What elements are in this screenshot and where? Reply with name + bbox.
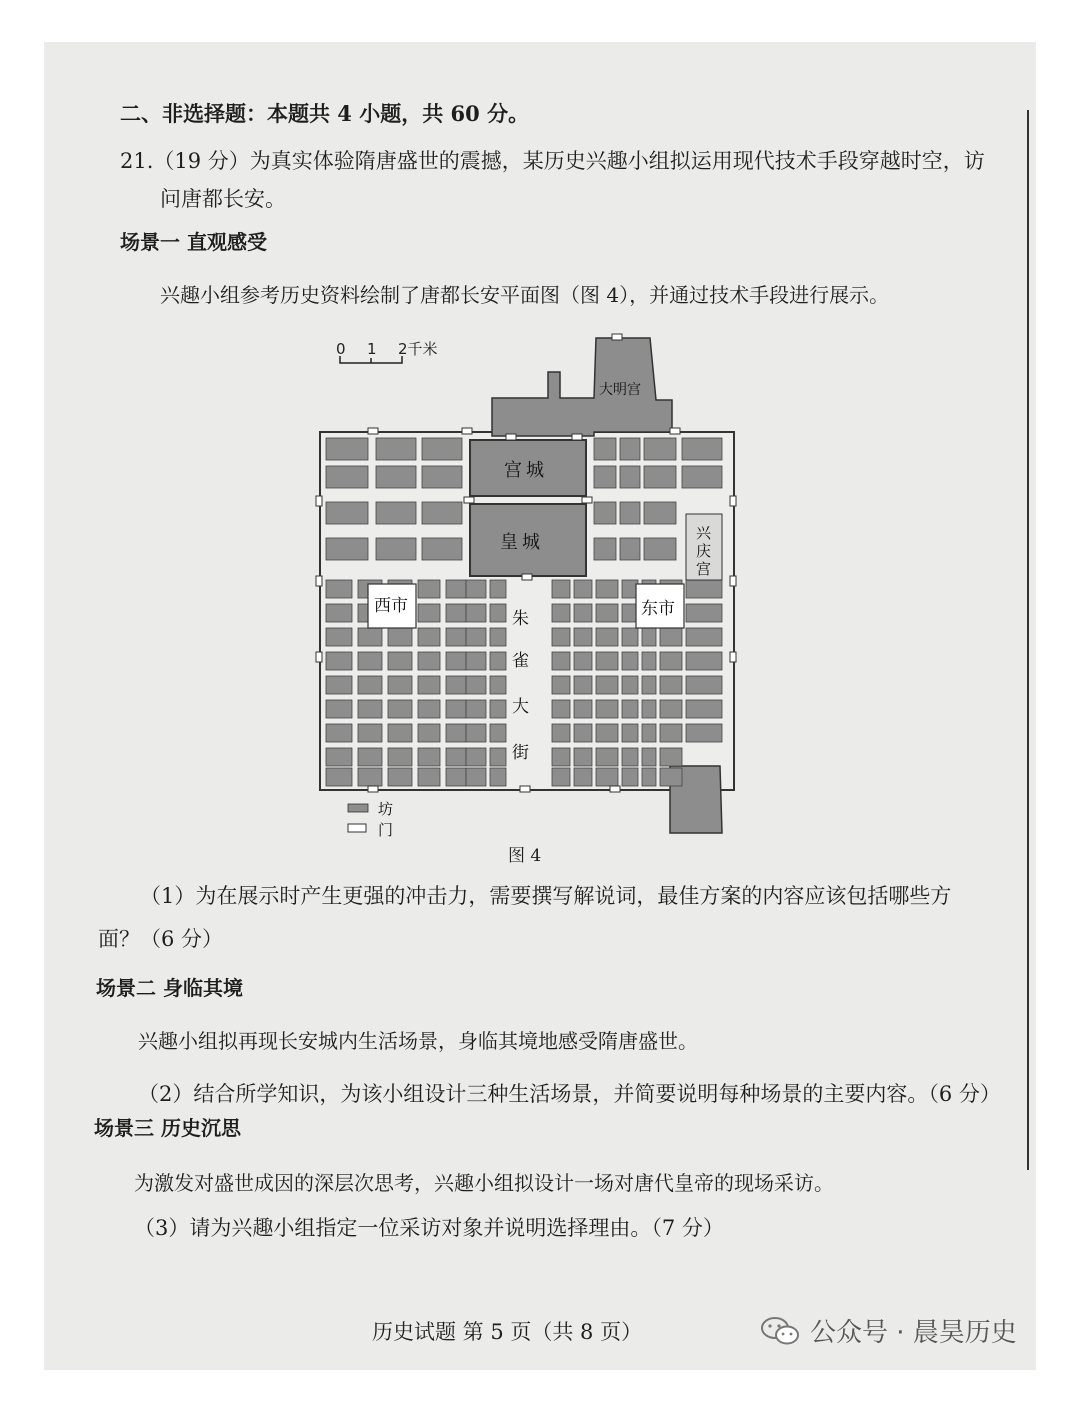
ward-block bbox=[574, 628, 592, 646]
ward-block bbox=[620, 466, 640, 488]
ward-block bbox=[490, 724, 506, 742]
gate bbox=[612, 334, 622, 340]
ward-block bbox=[326, 700, 352, 718]
ward-block bbox=[660, 748, 682, 766]
gate bbox=[316, 652, 322, 662]
ward-block bbox=[490, 700, 506, 718]
changan-map bbox=[310, 328, 750, 843]
ward-block bbox=[552, 580, 570, 598]
ward-block bbox=[446, 700, 466, 718]
gate bbox=[462, 428, 472, 434]
ward-block bbox=[620, 502, 640, 524]
ward-block bbox=[552, 604, 570, 622]
ward-block bbox=[660, 724, 682, 742]
ward-block bbox=[418, 652, 440, 670]
label-xingqing-3: 宫 bbox=[696, 560, 712, 578]
ward-block bbox=[574, 768, 592, 786]
watermark bbox=[760, 1312, 1017, 1349]
ward-block bbox=[596, 652, 618, 670]
legend-men: 门 bbox=[378, 821, 394, 839]
ward-block bbox=[466, 748, 486, 766]
ward-block bbox=[358, 652, 382, 670]
section-title: 二、非选择题：本题共 4 小题，共 60 分。 bbox=[120, 101, 530, 126]
ward-block bbox=[376, 538, 416, 560]
ward-block bbox=[418, 748, 440, 766]
ward-block bbox=[326, 652, 352, 670]
ward-block bbox=[642, 652, 656, 670]
ward-block bbox=[418, 676, 440, 694]
gate bbox=[316, 496, 322, 506]
label-xingqing-2: 庆 bbox=[696, 542, 712, 560]
ward-block bbox=[326, 628, 352, 646]
ward-block bbox=[594, 538, 616, 560]
label-daming: 大明宫 bbox=[599, 382, 641, 398]
gate bbox=[572, 434, 582, 440]
label-xingqing-1: 兴 bbox=[696, 524, 712, 542]
ward-block bbox=[574, 700, 592, 718]
ward-block bbox=[574, 652, 592, 670]
ward-block bbox=[376, 502, 416, 524]
ward-block bbox=[466, 652, 486, 670]
figure-caption: 图 4 bbox=[508, 846, 542, 866]
ward-block bbox=[574, 580, 592, 598]
ward-block bbox=[620, 538, 640, 560]
ward-block bbox=[422, 438, 462, 460]
ward-block bbox=[622, 676, 638, 694]
gate bbox=[316, 576, 322, 586]
ward-block bbox=[422, 502, 462, 524]
ward-block bbox=[660, 628, 682, 646]
ward-block bbox=[644, 538, 676, 560]
ward-block bbox=[326, 580, 352, 598]
ward-block bbox=[642, 628, 656, 646]
ward-block bbox=[418, 768, 440, 786]
ward-block bbox=[686, 628, 722, 646]
gate bbox=[670, 428, 680, 434]
ward-block bbox=[326, 502, 368, 524]
ward-block bbox=[574, 676, 592, 694]
wechat-icon bbox=[760, 1316, 800, 1346]
ward-block bbox=[358, 628, 382, 646]
ward-block bbox=[418, 604, 440, 622]
ward-block bbox=[596, 676, 618, 694]
ward-block bbox=[642, 700, 656, 718]
ward-block bbox=[388, 724, 412, 742]
ward-block bbox=[326, 724, 352, 742]
gate bbox=[506, 434, 516, 440]
ward-block bbox=[490, 768, 506, 786]
scene3-title: 场景三 历史沉思 bbox=[94, 1116, 241, 1140]
ward-block bbox=[446, 768, 466, 786]
scale-tick-2: 2千米 bbox=[398, 340, 438, 358]
question-1-line2: 面？（6 分） bbox=[98, 927, 224, 951]
ward-block bbox=[376, 438, 416, 460]
ward-block bbox=[644, 466, 676, 488]
ward-block bbox=[552, 676, 570, 694]
label-dongshi: 东市 bbox=[641, 599, 675, 619]
ward-block bbox=[446, 604, 466, 622]
gate bbox=[520, 786, 530, 792]
ward-block bbox=[620, 438, 640, 460]
ward-block bbox=[594, 502, 616, 524]
ward-block bbox=[358, 724, 382, 742]
label-gongcheng: 宫城 bbox=[504, 460, 548, 481]
ward-block bbox=[682, 438, 722, 460]
ward-block bbox=[552, 724, 570, 742]
question-2: （2）结合所学知识，为该小组设计三种生活场景，并简要说明每种场景的主要内容。（6 分） bbox=[138, 1082, 1001, 1106]
question-21-line1: 21.（19 分）为真实体验隋唐盛世的震撼，某历史兴趣小组拟运用现代技术手段穿越时空，访 bbox=[120, 149, 985, 173]
question-1-line1: （1）为在展示时产生更强的冲击力，需要撰写解说词，最佳方案的内容应该包括哪些方 bbox=[140, 884, 952, 908]
ward-block bbox=[574, 748, 592, 766]
ward-block bbox=[642, 676, 656, 694]
ward-block bbox=[596, 604, 618, 622]
ward-block bbox=[596, 628, 618, 646]
ward-block bbox=[418, 700, 440, 718]
gate bbox=[610, 786, 620, 792]
scene1-text: 兴趣小组参考历史资料绘制了唐都长安平面图（图 4），并通过技术手段进行展示。 bbox=[160, 283, 890, 307]
ward-block bbox=[388, 628, 412, 646]
ward-block bbox=[552, 700, 570, 718]
ward-block bbox=[596, 700, 618, 718]
ward-block bbox=[446, 628, 466, 646]
ward-block bbox=[622, 628, 638, 646]
ward-block bbox=[596, 768, 618, 786]
page-margin-rule bbox=[1027, 110, 1029, 1170]
legend-fang: 坊 bbox=[378, 800, 394, 818]
question-3: （3）请为兴趣小组指定一位采访对象并说明选择理由。（7 分） bbox=[134, 1216, 724, 1240]
ward-block bbox=[660, 768, 682, 786]
ward-block bbox=[552, 748, 570, 766]
label-zhuque-4: 街 bbox=[512, 743, 529, 763]
ward-block bbox=[326, 466, 368, 488]
ward-block bbox=[358, 748, 382, 766]
ward-block bbox=[388, 768, 412, 786]
daming-palace bbox=[492, 338, 672, 436]
ward-block bbox=[326, 604, 352, 622]
scene1-title: 场景一 直观感受 bbox=[120, 230, 267, 254]
ward-block bbox=[622, 700, 638, 718]
ward-block bbox=[686, 676, 722, 694]
ward-block bbox=[418, 580, 440, 598]
gate bbox=[464, 497, 474, 503]
page-footer: 历史试题 第 5 页（共 8 页） bbox=[372, 1320, 643, 1344]
ward-block bbox=[622, 724, 638, 742]
ward-block bbox=[326, 748, 352, 766]
scale-tick-0: 0 bbox=[336, 340, 346, 358]
ward-block bbox=[376, 466, 416, 488]
scene3-text: 为激发对盛世成因的深层次思考，兴趣小组拟设计一场对唐代皇帝的现场采访。 bbox=[134, 1171, 834, 1195]
ward-block bbox=[446, 748, 466, 766]
ward-block bbox=[490, 580, 506, 598]
gate bbox=[730, 496, 736, 506]
ward-block bbox=[594, 466, 616, 488]
ward-block bbox=[490, 604, 506, 622]
ward-block bbox=[388, 652, 412, 670]
ward-block bbox=[642, 748, 656, 766]
ward-block bbox=[594, 438, 616, 460]
label-zhuque-3: 大 bbox=[512, 697, 529, 717]
gate bbox=[730, 576, 736, 586]
ward-block bbox=[326, 438, 368, 460]
ward-block bbox=[422, 466, 462, 488]
ward-block bbox=[466, 700, 486, 718]
ward-block bbox=[466, 580, 486, 598]
label-zhuque-2: 雀 bbox=[512, 651, 529, 671]
ward-block bbox=[422, 538, 462, 560]
ward-block bbox=[358, 676, 382, 694]
gate bbox=[730, 652, 736, 662]
ward-block bbox=[686, 652, 722, 670]
ward-block bbox=[686, 700, 722, 718]
ward-block bbox=[622, 652, 638, 670]
ward-block bbox=[490, 628, 506, 646]
ward-block bbox=[446, 580, 466, 598]
ward-block bbox=[644, 438, 676, 460]
ward-block bbox=[686, 580, 722, 598]
ward-block bbox=[388, 676, 412, 694]
ward-block bbox=[660, 676, 682, 694]
ward-block bbox=[686, 724, 722, 742]
ward-block bbox=[642, 724, 656, 742]
scene2-text: 兴趣小组拟再现长安城内生活场景，身临其境地感受隋唐盛世。 bbox=[138, 1029, 698, 1053]
ward-block bbox=[446, 676, 466, 694]
ward-block bbox=[596, 748, 618, 766]
ward-block bbox=[326, 768, 352, 786]
ward-block bbox=[660, 652, 682, 670]
scale-tick-1: 1 bbox=[367, 340, 377, 358]
ward-block bbox=[552, 768, 570, 786]
scale-bar bbox=[336, 340, 438, 363]
ward-block bbox=[644, 502, 676, 524]
ward-block bbox=[388, 700, 412, 718]
ward-block bbox=[388, 748, 412, 766]
ward-block bbox=[326, 676, 352, 694]
gate bbox=[368, 428, 378, 434]
ward-block bbox=[686, 604, 722, 622]
ward-block bbox=[358, 768, 382, 786]
scene2-title: 场景二 身临其境 bbox=[96, 976, 243, 1000]
ward-block bbox=[574, 724, 592, 742]
gate bbox=[582, 497, 592, 503]
label-zhuque-1: 朱 bbox=[512, 609, 529, 629]
ward-block bbox=[446, 652, 466, 670]
gate bbox=[522, 574, 532, 580]
ward-block bbox=[466, 604, 486, 622]
question-21-line2: 问唐都长安。 bbox=[160, 187, 286, 211]
ward-block bbox=[490, 748, 506, 766]
ward-block bbox=[622, 748, 638, 766]
label-huangcheng: 皇城 bbox=[500, 532, 544, 553]
ward-block bbox=[682, 466, 722, 488]
label-xishi: 西市 bbox=[374, 596, 408, 616]
ward-block bbox=[660, 700, 682, 718]
ward-block bbox=[552, 652, 570, 670]
ward-block bbox=[418, 724, 440, 742]
ward-block bbox=[552, 628, 570, 646]
watermark-text: 公众号 · 晨昊历史 bbox=[810, 1318, 1017, 1348]
map-legend bbox=[348, 800, 393, 839]
ward-block bbox=[466, 724, 486, 742]
ward-block bbox=[490, 676, 506, 694]
ward-block bbox=[446, 724, 466, 742]
ward-block bbox=[466, 676, 486, 694]
ward-block bbox=[418, 628, 440, 646]
ward-block bbox=[574, 604, 592, 622]
ward-block bbox=[358, 700, 382, 718]
ward-block bbox=[642, 768, 656, 786]
ward-block bbox=[466, 628, 486, 646]
ward-block bbox=[596, 580, 618, 598]
ward-block bbox=[326, 538, 368, 560]
ward-block bbox=[596, 724, 618, 742]
ward-block bbox=[490, 652, 506, 670]
gate bbox=[368, 786, 378, 792]
ward-block bbox=[622, 768, 638, 786]
ward-block bbox=[466, 768, 486, 786]
